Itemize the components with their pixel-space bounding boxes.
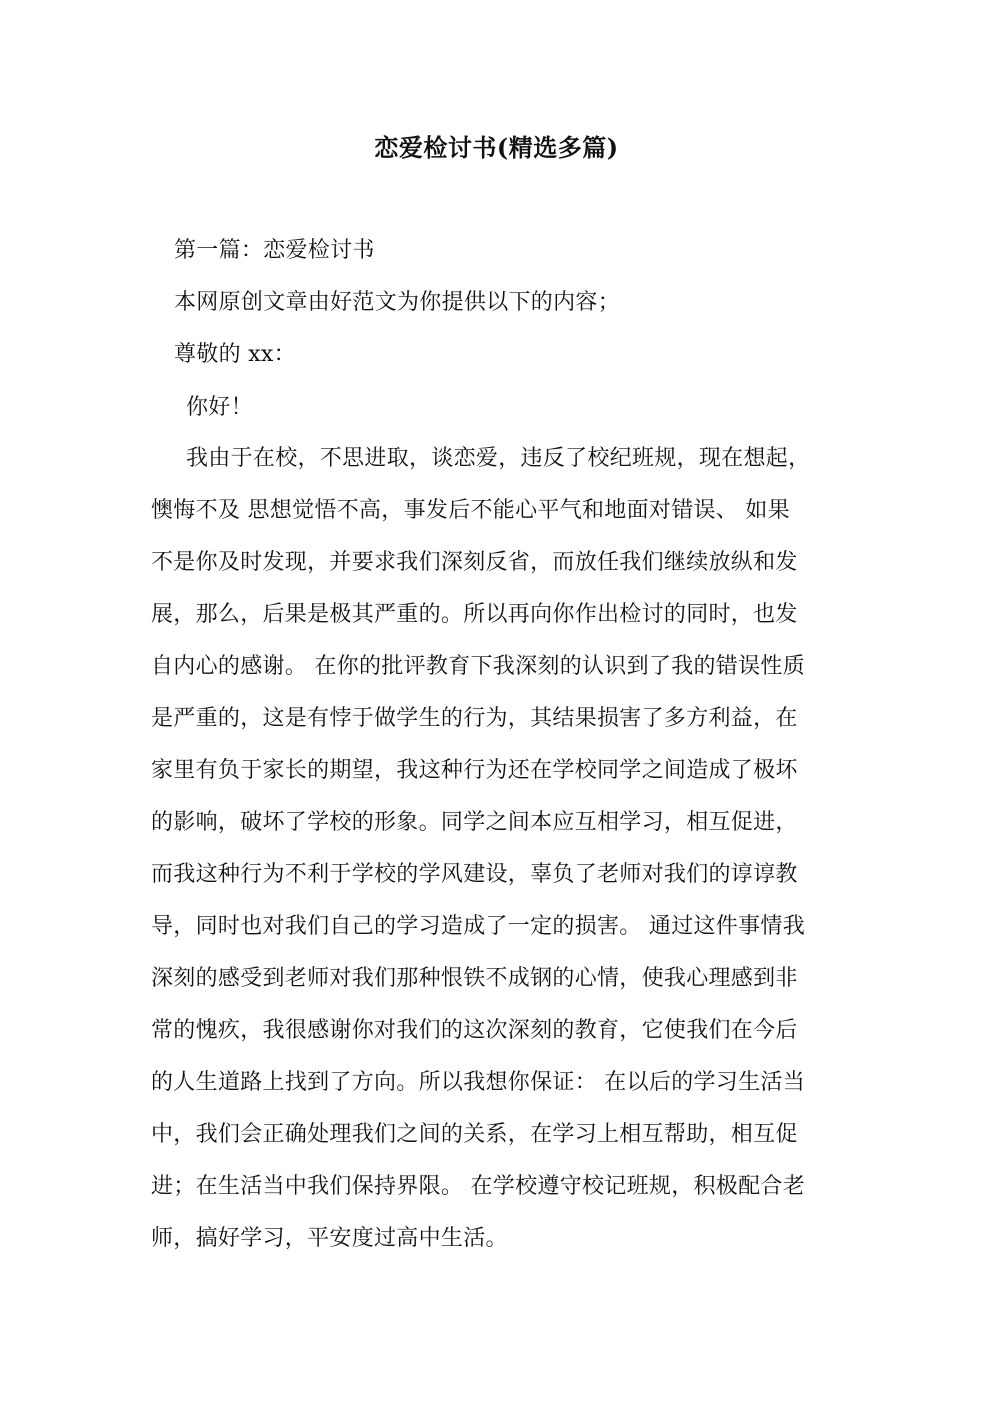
paragraph-line: 家里有负于家长的期望，我这种行为还在学校同学之间造成了极坏 — [151, 758, 798, 783]
paragraph-line: 常的愧疚，我很感谢你对我们的这次深刻的教育，它使我们在今后 — [151, 1018, 798, 1043]
paragraph-line: 师，搞好学习，平安度过高中生活。 — [151, 1226, 508, 1251]
paragraph-line: 导，同时也对我们自己的学习造成了一定的损害。 通过这件事情我 — [151, 914, 805, 939]
paragraph-line: 是严重的，这是有悖于做学生的行为，其结果损害了多方利益，在 — [151, 706, 798, 731]
paragraph-line: 进；在生活当中我们保持界限。 在学校遵守校记班规，积极配合老 — [151, 1174, 805, 1199]
paragraph-line: 自内心的感谢。 在你的批评教育下我深刻的认识到了我的错误性质 — [151, 654, 805, 679]
paragraph-line: 深刻的感受到老师对我们那种恨铁不成钢的心情，使我心理感到非 — [151, 966, 798, 991]
paragraph-line: 我由于在校，不思进取，谈恋爱，违反了校纪班规，现在想起， — [186, 446, 811, 471]
paragraph-line: 本网原创文章由好范文为你提供以下的内容； — [174, 290, 621, 315]
paragraph-line: 第一篇：恋爱检讨书 — [174, 238, 375, 263]
paragraph-line: 尊敬的 xx： — [174, 342, 296, 367]
paragraph-line: 而我这种行为不利于学校的学风建设，辜负了老师对我们的谆谆教 — [151, 862, 798, 887]
paragraph-line: 的人生道路上找到了方向。所以我想你保证： 在以后的学习生活当 — [151, 1070, 805, 1095]
paragraph-line: 展，那么，后果是极其严重的。所以再向你作出检讨的同时，也发 — [151, 602, 798, 627]
paragraph-line: 懊悔不及 思想觉悟不高，事发后不能心平气和地面对错误、 如果 — [151, 498, 790, 523]
paragraph-line: 中，我们会正确处理我们之间的关系，在学习上相互帮助，相互促 — [151, 1122, 798, 1147]
document-title: 恋爱检讨书(精选多篇) — [374, 133, 619, 162]
paragraph-line: 不是你及时发现，并要求我们深刻反省，而放任我们继续放纵和发 — [151, 550, 798, 575]
paragraph-line: 的影响，破坏了学校的形象。同学之间本应互相学习，相互促进， — [151, 810, 798, 835]
paragraph-line: 你好！ — [186, 395, 253, 420]
